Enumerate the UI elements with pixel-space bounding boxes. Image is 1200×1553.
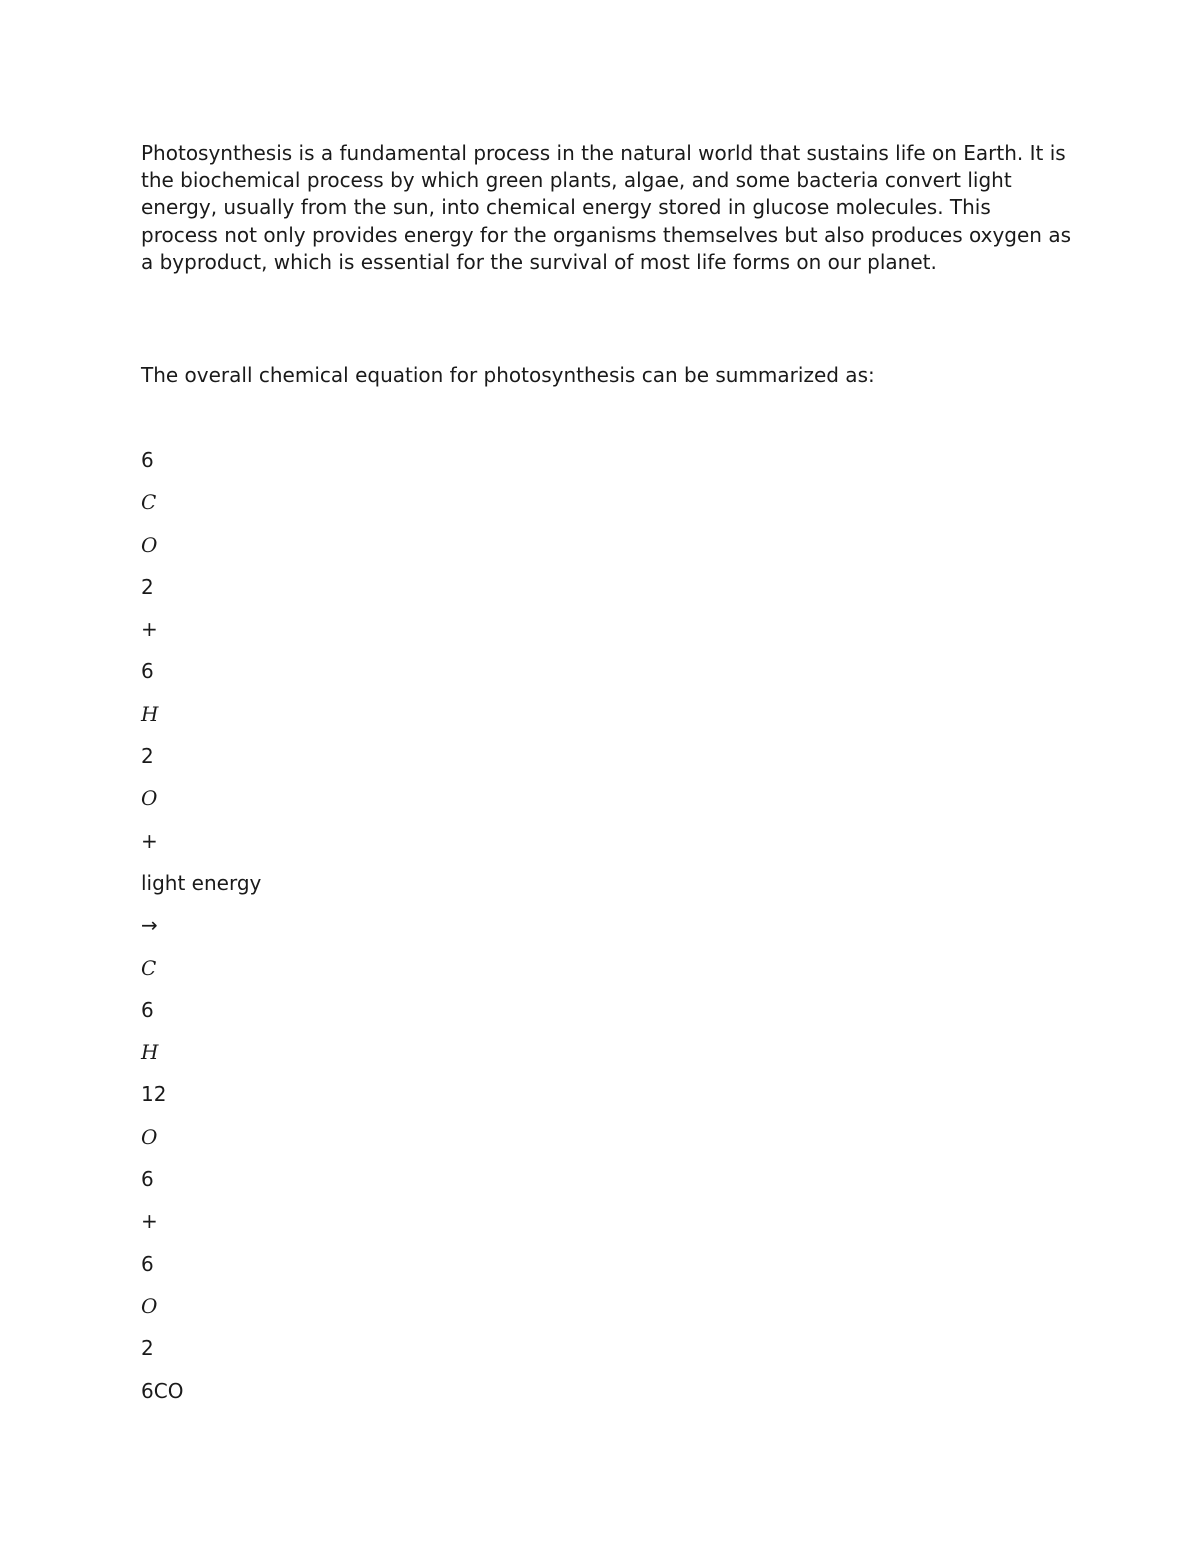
- equation-token-list: [141, 446, 261, 1419]
- equation-token: O: [141, 1124, 158, 1149]
- equation-token: 6: [141, 997, 154, 1022]
- equation-token: +: [141, 1209, 158, 1234]
- equation-token: O: [141, 786, 158, 811]
- equation-token: 2: [141, 1336, 154, 1361]
- equation-token: +: [141, 828, 158, 853]
- equation-intro-paragraph: The overall chemical equation for photosynthesis can be summarized as:: [141, 363, 875, 387]
- equation-token: 2: [141, 574, 154, 599]
- intro-paragraph: Photosynthesis is a fundamental process in the natural world that sustains life on Earth. It is the biochemical process by which green plants, algae, and some bacteria convert light energy, usually from the sun, into chemical energy stored in glucose molecules. This process not only provides energy for the organisms themselves but also produces oxygen as a byproduct, which is essential for the survival of most life forms on our planet.: [141, 141, 1071, 274]
- equation-token: C: [141, 490, 157, 515]
- equation-token: 6: [141, 659, 154, 684]
- equation-token: H: [141, 701, 159, 726]
- equation-token: O: [141, 1293, 158, 1318]
- equation-token: H: [141, 1040, 159, 1065]
- equation-token: C: [141, 955, 157, 980]
- equation-token: light energy: [141, 870, 262, 895]
- equation-token: O: [141, 532, 158, 557]
- equation-token: 12: [141, 1082, 167, 1107]
- equation-token: 6CO: [141, 1378, 184, 1403]
- equation-token: +: [141, 617, 158, 642]
- equation-token: 6: [141, 448, 154, 472]
- equation-token: 2: [141, 744, 154, 769]
- equation-token: 6: [141, 1167, 154, 1192]
- equation-token: →: [141, 913, 158, 938]
- equation-token: 6: [141, 1251, 154, 1276]
